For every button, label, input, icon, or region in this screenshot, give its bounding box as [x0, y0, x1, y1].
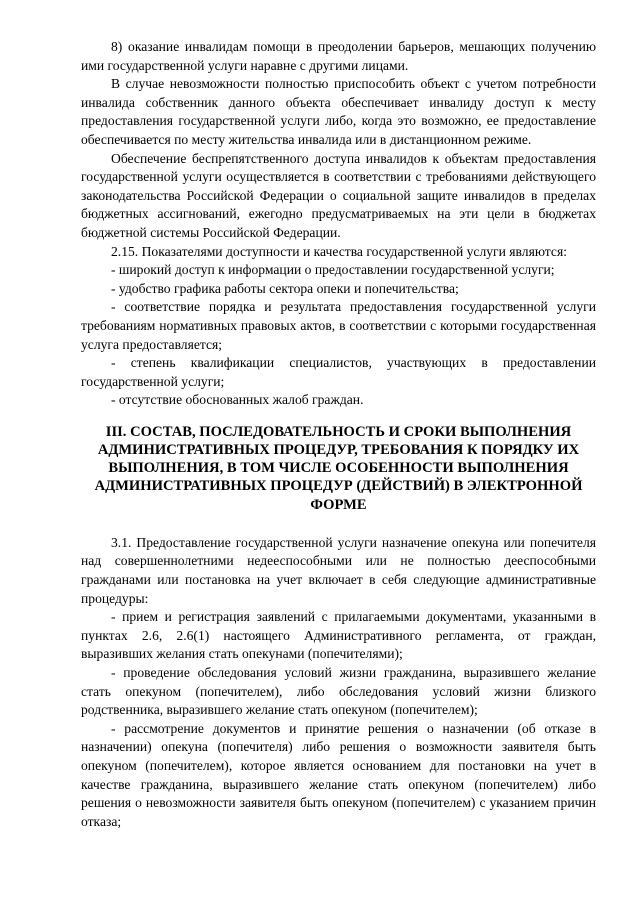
- list-item: - рассмотрение документов и принятие решения о назначении (об отказе в назначении) опекуна (попечителя) либо решения о возможности заявителя быть опекуном (попечителем), которое является основанием для постановки на учет в качестве гражданина, выразившего желание стать опекуном (попечителем) либо решения о невозможности заявителя быть опекуном (попечителем) с указанием причин отказа;: [81, 720, 596, 829]
- heading-line: АДМИНИСТРАТИВНЫХ ПРОЦЕДУР, ТРЕБОВАНИЯ К ПОРЯДКУ ИХ: [97, 442, 580, 459]
- document-page: [81, 38, 596, 831]
- heading-line: ВЫПОЛНЕНИЯ, В ТОМ ЧИСЛЕ ОСОБЕННОСТИ ВЫПОЛНЕНИЯ: [108, 460, 569, 477]
- paragraph-2-15: 2.15. Показателями доступности и качества государственной услуги являются:: [111, 243, 567, 259]
- heading-line: III. СОСТАВ, ПОСЛЕДОВАТЕЛЬНОСТЬ И СРОКИ ВЫПОЛНЕНИЯ: [105, 423, 572, 440]
- list-item: - проведение обследования условий жизни гражданина, выразившего желание стать опекуном (попечителем), либо обследования условий жизни близкого родственника, выразившего желание стать опекуном (попечителем);: [81, 665, 596, 718]
- list-item: - отсутствие обоснованных жалоб граждан.: [111, 392, 364, 408]
- list-item: - широкий доступ к информации о предоставлении государственной услуги;: [111, 262, 555, 278]
- list-item: - соответствие порядка и результата предоставления государственной услуги требованиям нормативных правовых актов, в соответствии с которыми государственная услуга предоставляется;: [81, 299, 596, 352]
- list-item: - удобство графика работы сектора опеки и попечительства;: [111, 280, 459, 296]
- paragraph-remote-access: В случае невозможности полностью приспособить объект с учетом потребности инвалида собственник данного объекта обеспечивает инвалиду доступ к месту предоставления государственной услуги либо, когда это возможно, ее предоставление обеспечивается по месту жительства инвалида или в дистанционном режиме.: [81, 76, 596, 147]
- list-item: - прием и регистрация заявлений с прилагаемыми документами, указанными в пунктах 2.6, 2.6(1) настоящего Административного регламента, от граждан, выразивших желания стать опекунами (попечителями);: [81, 609, 596, 662]
- section-heading-iii: [81, 423, 596, 514]
- heading-line: АДМИНИСТРАТИВНЫХ ПРОЦЕДУР (ДЕЙСТВИЙ) В ЭЛЕКТРОННОЙ: [94, 478, 583, 495]
- heading-line: ФОРМЕ: [310, 496, 367, 513]
- paragraph-barrier-free-access: Обеспечение беспрепятственного доступа инвалидов к объектам предоставления государственной услуги осуществляется в соответствии с требованиями действующего законодательства Российской Федерации о социальной защите инвалидов в пределах бюджетных ассигнований, ежегодно предусматриваемых на эти цели в бюджетах бюджетной системы Российской Федерации.: [81, 150, 596, 240]
- paragraph-3-1: 3.1. Предоставление государственной услуги назначение опекуна или попечителя над совершеннолетними недееспособными или не полностью дееспособными гражданами или постановка на учет включает в себя следующие административные процедуры:: [81, 534, 596, 606]
- list-item: - степень квалификации специалистов, участвующих в предоставлении государственной услуги;: [81, 355, 596, 389]
- paragraph-item-8: 8) оказание инвалидам помощи в преодолении барьеров, мешающих получению ими государственной услуги наравне с другими лицами.: [81, 39, 596, 73]
